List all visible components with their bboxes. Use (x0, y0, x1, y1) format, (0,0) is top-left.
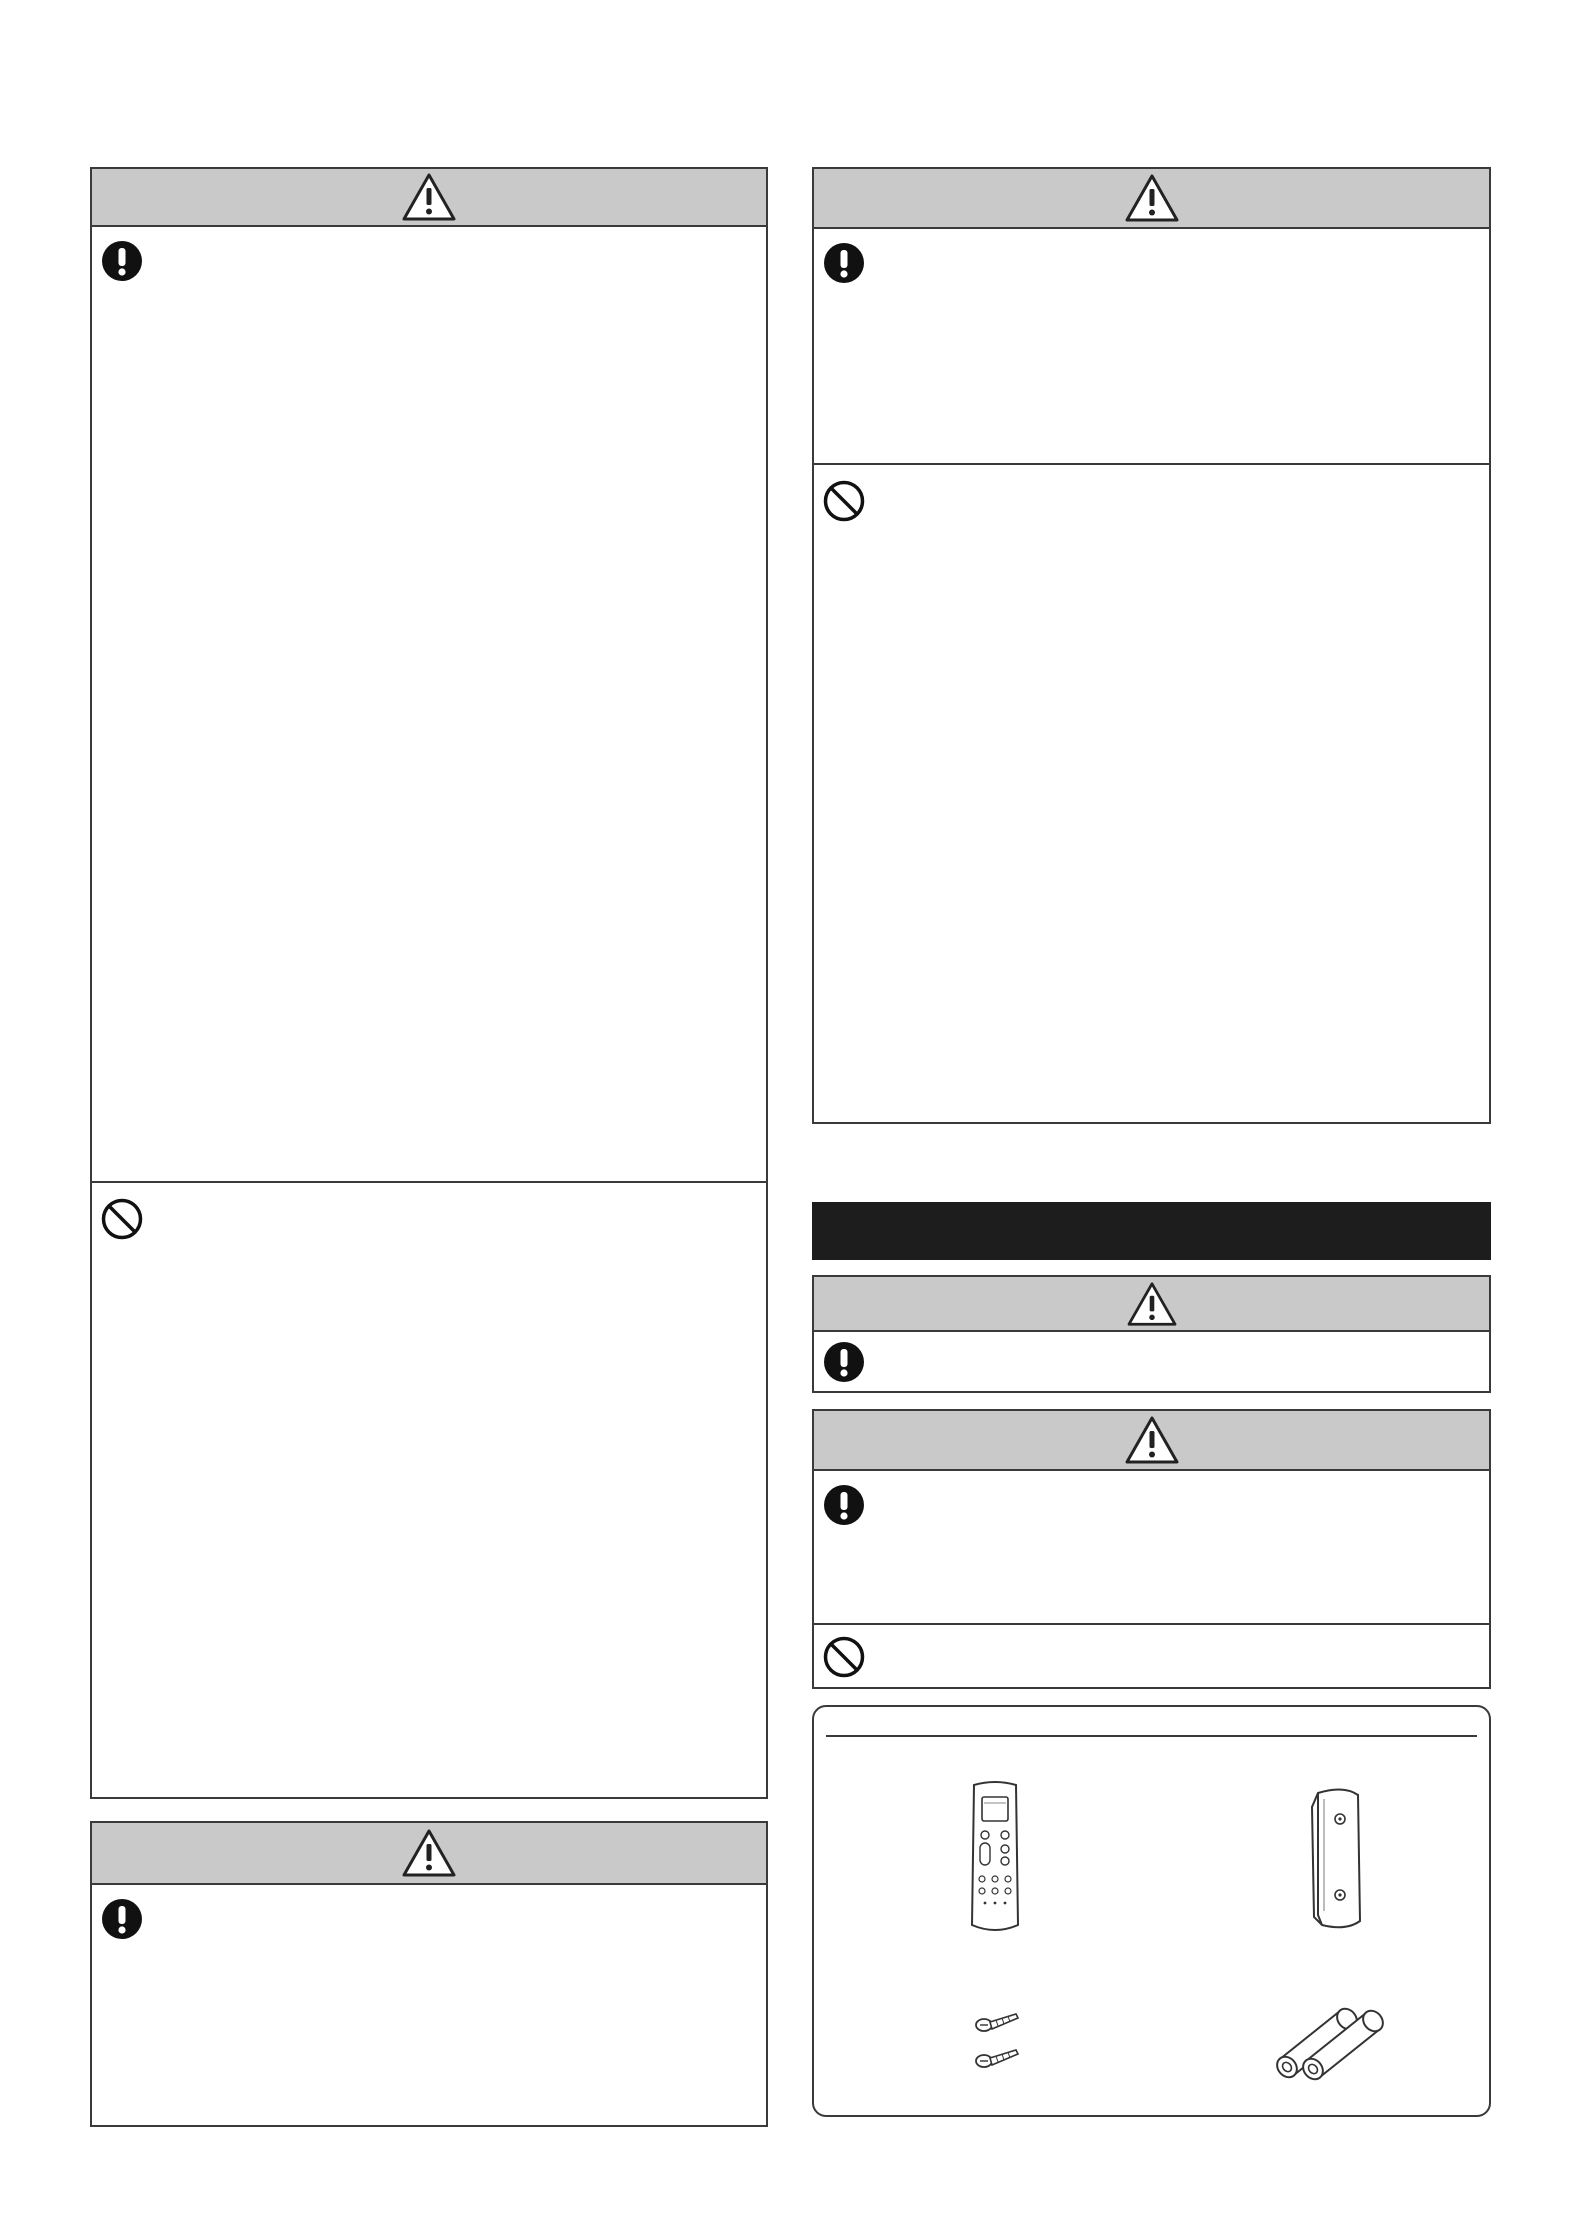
prohibited-circle-icon (822, 479, 866, 523)
warning-triangle-icon (1126, 1281, 1178, 1327)
mandatory-exclamation-icon (100, 239, 144, 283)
caution-header (814, 1277, 1489, 1332)
mandatory-exclamation-icon (822, 1340, 866, 1384)
prohibited-circle-icon (822, 1635, 866, 1679)
caution-header (814, 1411, 1489, 1471)
caution-header (92, 1823, 766, 1885)
caution-header (814, 169, 1489, 229)
caution-box-right-1 (812, 167, 1491, 1124)
warning-triangle-icon (1124, 173, 1180, 223)
accessories-box (812, 1705, 1491, 2117)
caution-box-left-1 (90, 167, 768, 1799)
warning-triangle-icon (401, 172, 457, 222)
caution-box-right-2 (812, 1275, 1491, 1393)
remote-holder-icon (1304, 1785, 1368, 1935)
prohibited-section (814, 1623, 1489, 1687)
remote-controller-icon (966, 1779, 1024, 1939)
warning-triangle-icon (401, 1828, 457, 1878)
accessories-header-divider (826, 1735, 1477, 1737)
mandatory-exclamation-icon (822, 241, 866, 285)
caution-box-right-3 (812, 1409, 1491, 1689)
prohibited-section (814, 463, 1489, 1122)
mandatory-exclamation-icon (822, 1483, 866, 1527)
aaa-batteries-icon (1266, 1997, 1390, 2085)
mandatory-section (92, 225, 766, 1233)
warning-triangle-icon (1124, 1415, 1180, 1465)
prohibited-section (92, 1181, 766, 1797)
mandatory-section (814, 1469, 1489, 1623)
prohibited-circle-icon (100, 1197, 144, 1241)
caution-header (92, 169, 766, 227)
section-title-bar (812, 1202, 1491, 1260)
mandatory-section (92, 1883, 766, 2127)
mandatory-section (814, 1330, 1489, 1391)
mounting-screws-icon (974, 2007, 1022, 2077)
mandatory-exclamation-icon (100, 1897, 144, 1941)
caution-box-left-2 (90, 1821, 768, 2127)
mandatory-section (814, 227, 1489, 463)
